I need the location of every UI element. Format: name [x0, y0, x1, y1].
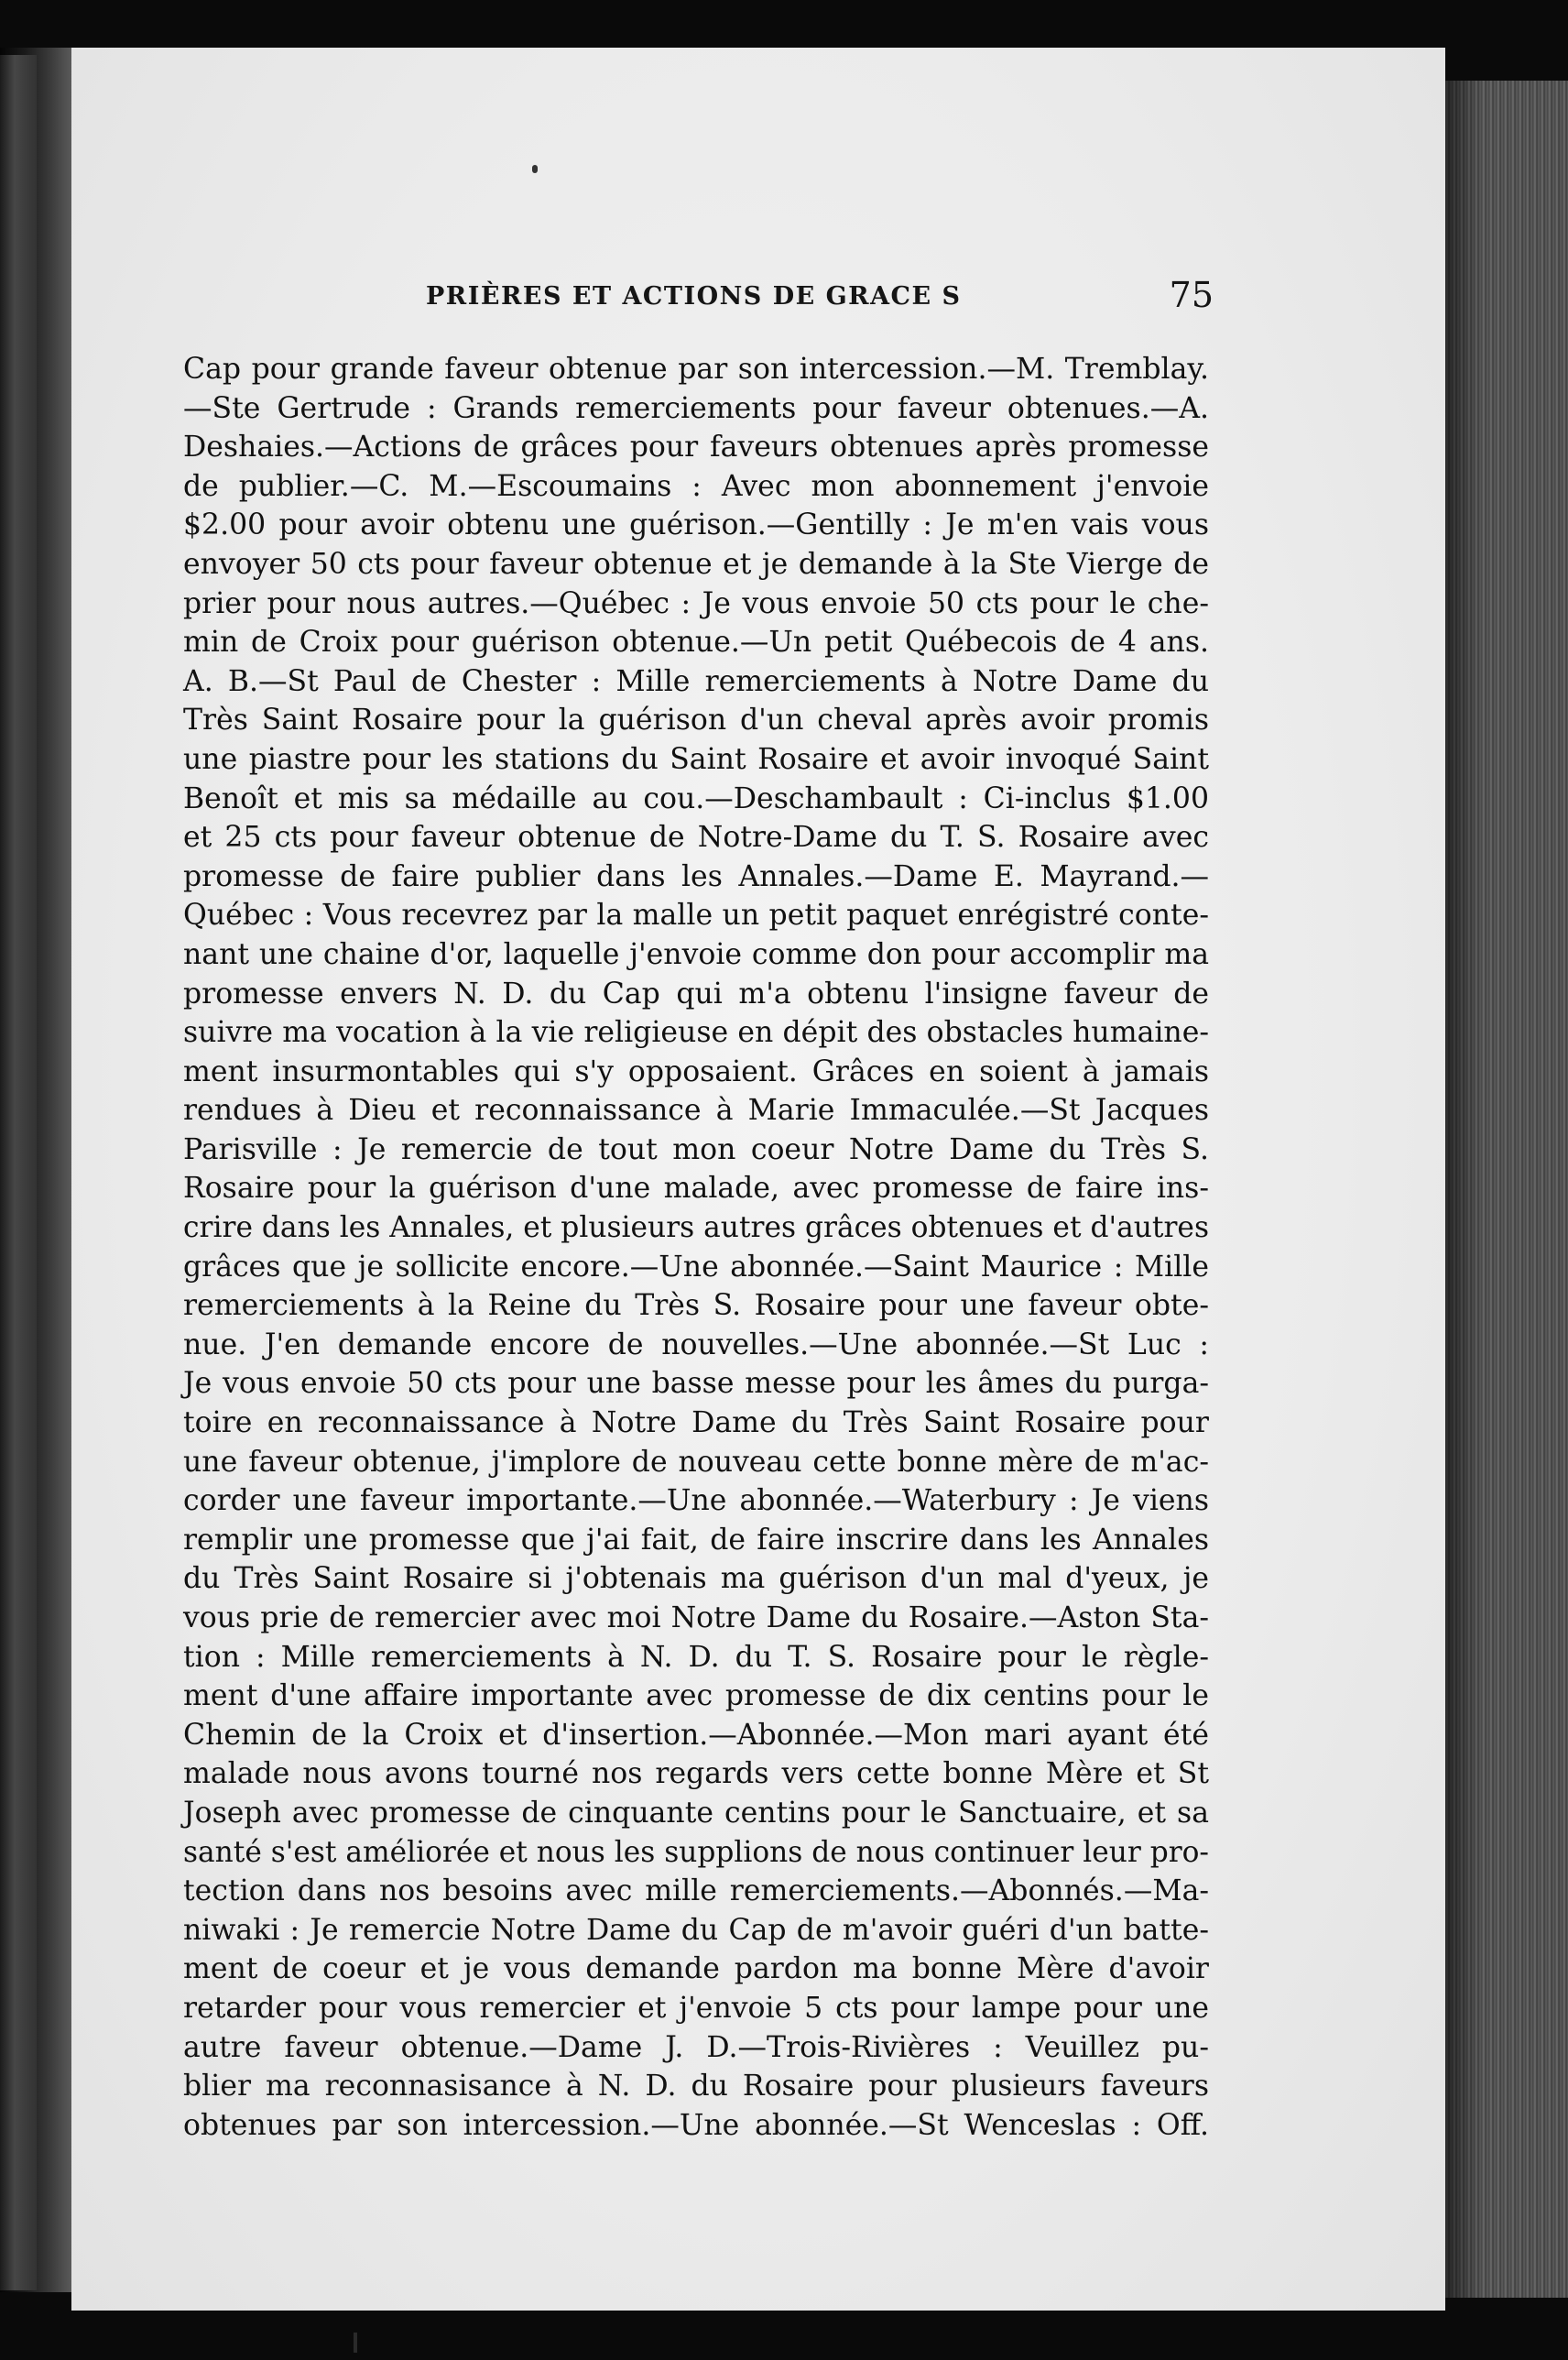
text-line: malade nous avons tourné nos regards vers cette bonne Mère et St — [183, 1757, 1209, 1791]
text-line: remplir une promesse que j'ai fait, de faire inscrire dans les Annales — [183, 1523, 1209, 1557]
text-line: Joseph avec promesse de cinquante centins pour le Sanctuaire, et sa — [183, 1796, 1209, 1830]
text-line: vous prie de remercier avec moi Notre Dame du Rosaire.—Aston Sta- — [183, 1601, 1209, 1634]
text-line: Très Saint Rosaire pour la guérison d'un cheval après avoir promis — [183, 704, 1209, 738]
text-line: toire en reconnaissance à Notre Dame du Très Saint Rosaire pour — [183, 1406, 1209, 1440]
text-line: Rosaire pour la guérison d'une malade, avec promesse de faire ins- — [183, 1172, 1209, 1206]
scan-artifact — [354, 2333, 357, 2353]
text-line: Benoît et mis sa médaille au cou.—Deschambault : Ci-inclus $1.00 — [183, 781, 1209, 815]
text-line: A. B.—St Paul de Chester : Mille remerciements à Notre Dame du — [183, 664, 1209, 698]
text-line: retarder pour vous remercier et j'envoie 5 cts pour lampe pour une — [183, 1991, 1209, 2025]
text-line: grâces que je sollicite encore.—Une abonnée.—Saint Maurice : Mille — [183, 1250, 1209, 1284]
text-line: Je vous envoie 50 cts pour une basse messe pour les âmes du purga- — [183, 1367, 1209, 1401]
text-line: de publier.—C. M.—Escoumains : Avec mon abonnement j'envoie — [183, 469, 1209, 503]
text-line: promesse de faire publier dans les Annales.—Dame E. Mayrand.— — [183, 859, 1209, 893]
text-line: promesse envers N. D. du Cap qui m'a obtenu l'insigne faveur de — [183, 977, 1209, 1011]
ink-speck — [532, 165, 538, 173]
text-line: Chemin de la Croix et d'insertion.—Abonnée.—Mon mari ayant été — [183, 1718, 1209, 1752]
text-line: nue. J'en demande encore de nouvelles.—Une abonnée.—St Luc : — [183, 1328, 1209, 1361]
text-line: Parisville : Je remercie de tout mon coeur Notre Dame du Très S. — [183, 1132, 1209, 1166]
text-line: rendues à Dieu et reconnaissance à Marie Immaculée.—St Jacques — [183, 1094, 1209, 1128]
text-line: corder une faveur importante.—Une abonnée.—Waterbury : Je viens — [183, 1484, 1209, 1518]
text-line: obtenues par son intercession.—Une abonnée.—St Wenceslas : Off. — [183, 2108, 1209, 2142]
text-line: du Très Saint Rosaire si j'obtenais ma guérison d'un mal d'yeux, je — [183, 1562, 1209, 1596]
text-line: suivre ma vocation à la vie religieuse en dépit des obstacles humaine- — [183, 1016, 1209, 1050]
text-line: Québec : Vous recevrez par la malle un petit paquet enrégistré conte- — [183, 899, 1209, 933]
previous-page-shading — [0, 55, 37, 2290]
page-header — [426, 275, 1214, 321]
body-text — [183, 350, 1209, 2145]
text-line: Cap pour grande faveur obtenue par son intercession.—M. Tremblay. — [183, 353, 1209, 386]
text-line: et 25 cts pour faveur obtenue de Notre-Dame du T. S. Rosaire avec — [183, 821, 1209, 855]
text-line: blier ma reconnasisance à N. D. du Rosaire pour plusieurs faveurs — [183, 2070, 1209, 2103]
page-number: 75 — [1169, 275, 1214, 315]
text-line: tion : Mille remerciements à N. D. du T. S. Rosaire pour le règle- — [183, 1640, 1209, 1674]
page-stack-shadow — [1445, 81, 1482, 2298]
running-head: PRIÈRES ET ACTIONS DE GRACE S — [426, 282, 962, 311]
text-line: ment de coeur et je vous demande pardon ma bonne Mère d'avoir — [183, 1952, 1209, 1986]
text-line: santé s'est améliorée et nous les supplions de nous continuer leur pro- — [183, 1835, 1209, 1869]
text-line: une faveur obtenue, j'implore de nouveau cette bonne mère de m'ac- — [183, 1445, 1209, 1479]
text-line: —Ste Gertrude : Grands remerciements pour faveur obtenues.—A. — [183, 391, 1209, 425]
text-line: Deshaies.—Actions de grâces pour faveurs obtenues après promesse — [183, 431, 1209, 464]
text-line: nant une chaine d'or, laquelle j'envoie comme don pour accomplir ma — [183, 937, 1209, 971]
text-line: niwaki : Je remercie Notre Dame du Cap de m'avoir guéri d'un batte- — [183, 1913, 1209, 1947]
text-line: une piastre pour les stations du Saint Rosaire et avoir invoqué Saint — [183, 742, 1209, 776]
text-line: min de Croix pour guérison obtenue.—Un petit Québecois de 4 ans. — [183, 626, 1209, 660]
text-line: ment d'une affaire importante avec promesse de dix centins pour le — [183, 1679, 1209, 1713]
text-line: crire dans les Annales, et plusieurs autres grâces obtenues et d'autres — [183, 1211, 1210, 1245]
text-line: prier pour nous autres.—Québec : Je vous envoie 50 cts pour le che- — [183, 586, 1209, 620]
text-line: autre faveur obtenue.—Dame J. D.—Trois-Rivières : Veuillez pu- — [183, 2030, 1209, 2064]
text-line: remerciements à la Reine du Très S. Rosaire pour une faveur obte- — [183, 1289, 1209, 1323]
text-line: envoyer 50 cts pour faveur obtenue et je demande à la Ste Vierge de — [183, 547, 1209, 581]
text-line: ment insurmontables qui s'y opposaient. Grâces en soient à jamais — [183, 1054, 1209, 1088]
text-line: tection dans nos besoins avec mille remerciements.—Abonnés.—Ma- — [183, 1874, 1209, 1908]
text-line: $2.00 pour avoir obtenu une guérison.—Gentilly : Je m'en vais vous — [183, 508, 1209, 542]
